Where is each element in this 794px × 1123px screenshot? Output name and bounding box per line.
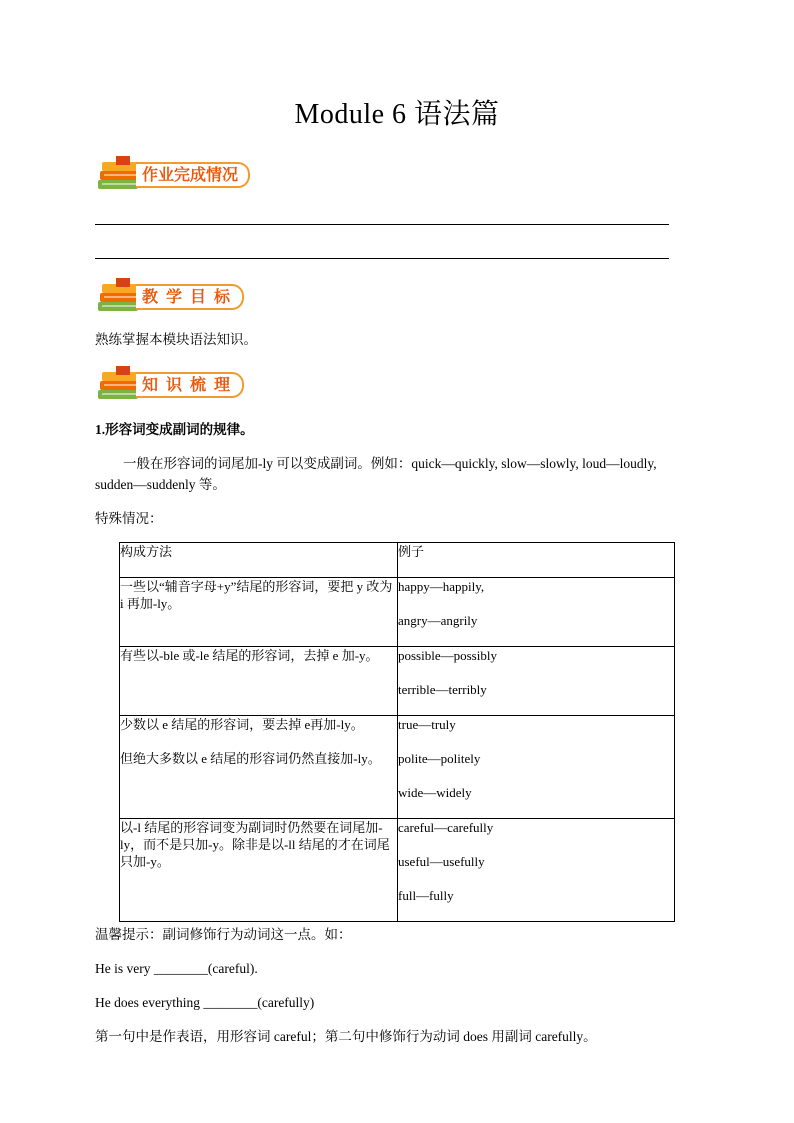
section-badge-goals <box>96 276 260 312</box>
rule-intro-line1: 一般在形容词的词尾加-ly 可以变成副词。例如：quick—quickly, slow—slowly, loud—loudly, <box>123 456 657 471</box>
table-row <box>120 716 675 819</box>
tip-text: 温馨提示：副词修饰行为动词这一点。如： <box>95 927 352 942</box>
rule-example: angry—angrily <box>398 613 478 628</box>
answer-line <box>95 224 669 225</box>
table-header: 例子 <box>398 544 425 559</box>
rule-method: 一些以“辅音字母+y”结尾的形容词，要把 y 改为 i 再加-ly。 <box>120 579 393 611</box>
rule-example: polite—politely <box>398 751 481 766</box>
rule-method: 少数以 e 结尾的形容词，要去掉 e再加-ly。 <box>120 717 364 732</box>
section-title-knowledge: 知识梳理 <box>136 372 244 398</box>
rule-example: wide—widely <box>398 785 472 800</box>
section-badge-homework <box>96 154 260 190</box>
rule-heading: 1.形容词变成副词的规律。 <box>95 422 254 437</box>
goal-text: 熟练掌握本模块语法知识。 <box>95 332 257 347</box>
rule-example: terrible—terribly <box>398 682 487 697</box>
rule-example: possible—possibly <box>398 648 497 663</box>
page-title: Module 6 语法篇 <box>294 99 500 130</box>
rule-example: useful—usefully <box>398 854 485 869</box>
explanation-text: 第一句中是作表语，用形容词 careful；第二句中修饰行为动词 does 用副词 carefully。 <box>95 1029 597 1044</box>
rule-example: happy—happily, <box>398 579 485 594</box>
example-sentence-2: He does everything ________(carefully) <box>95 995 315 1010</box>
rule-method: 但绝大多数以 e 结尾的形容词仍然直接加-ly。 <box>120 751 381 766</box>
special-cases-label: 特殊情况： <box>95 511 163 526</box>
rules-table <box>119 542 675 922</box>
rule-intro-line2: sudden—suddenly 等。 <box>95 477 226 492</box>
example-sentence-1: He is very ________(careful). <box>95 961 258 976</box>
rule-method: 有些以-ble 或-le 结尾的形容词，去掉 e 加-y。 <box>120 648 379 663</box>
rule-method: 以-l 结尾的形容词变为副词时仍然要在词尾加-ly，而不是只加-y。除非是以-ll 结尾的才在词尾只加-y。 <box>120 820 390 869</box>
table-header: 构成方法 <box>120 544 173 559</box>
section-title-homework: 作业完成情况 <box>136 162 250 188</box>
rule-example: careful—carefully <box>398 820 494 835</box>
table-row <box>120 647 675 716</box>
section-title-goals: 教学目标 <box>136 284 244 310</box>
table-row <box>120 819 675 922</box>
rule-example: true—truly <box>398 717 456 732</box>
answer-line <box>95 258 669 259</box>
section-badge-knowledge <box>96 364 260 400</box>
table-header-row <box>120 543 675 578</box>
table-row <box>120 578 675 647</box>
rule-example: full—fully <box>398 888 454 903</box>
